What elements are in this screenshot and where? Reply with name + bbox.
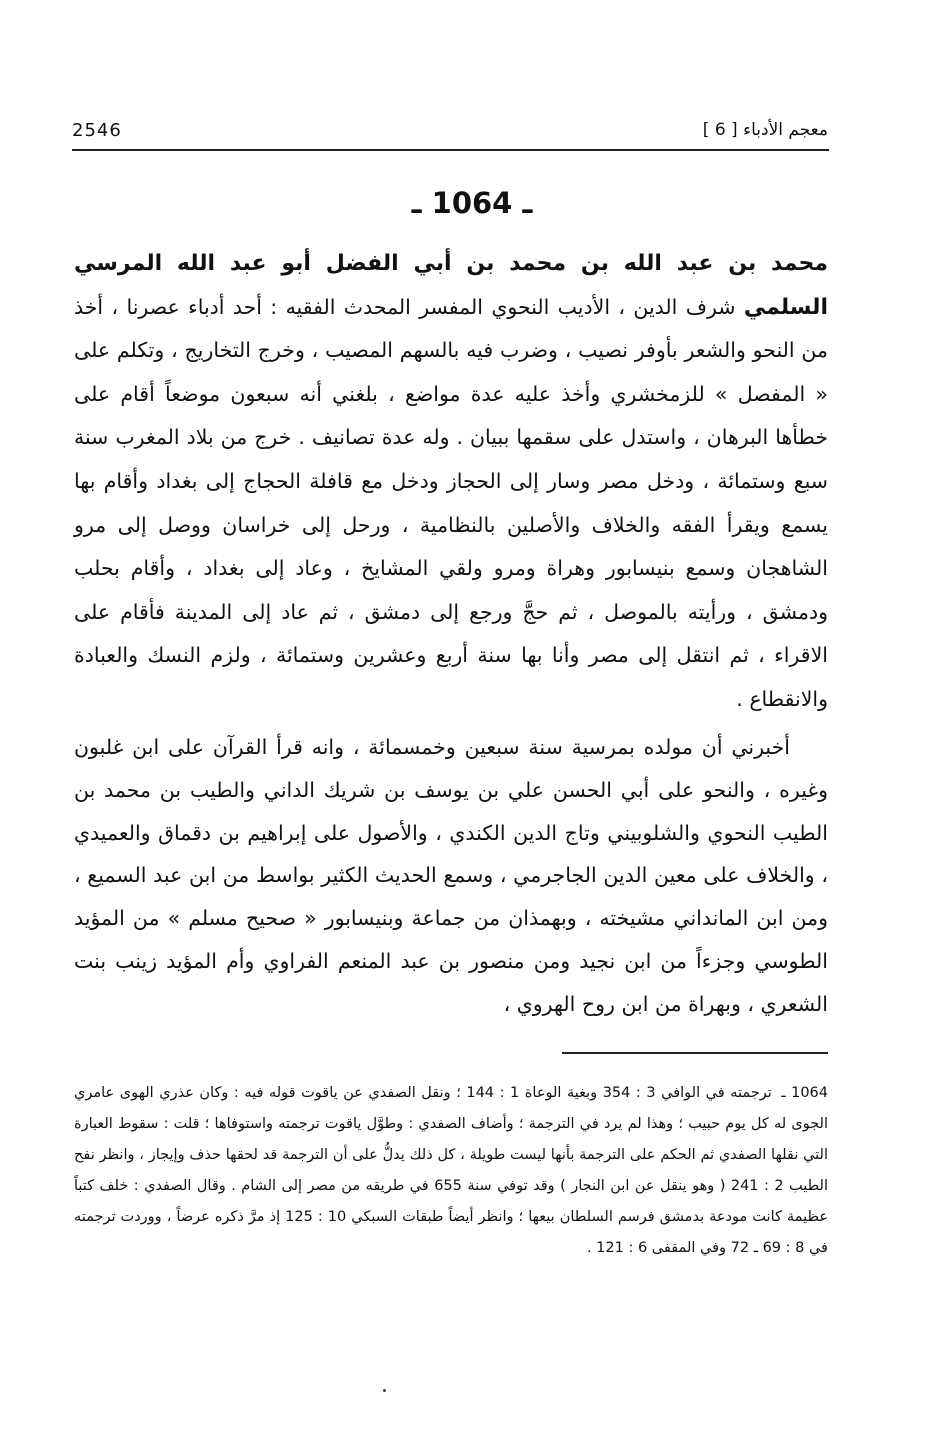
header-rule [72,149,829,151]
footnote [74,1078,828,1264]
footnote-text: ترجمته في الوافي 3 : 354 وبغية الوعاة 1 : 144 ؛ ونقل الصفدي عن ياقوت قوله فيه : وكان عذري الهوى عامري الجوى له كل يوم حبيب ؛ وهذا لم يرد في الترجمة ؛ وأضاف الصفدي : وطوَّل ياقوت ترجمته واستوفاها ؛ قلت : سقوط العبارة التي نقلها الصفدي ثم الحكم على الترجمة بأنها ليست طويلة ، كل ذلك يدلُّ على أن الترجمة قد لحقها حذف وإيجاز ، وانظر نفح الطيب 2 : 241 ( وهو ينقل عن ابن النجار ) وقد توفي سنة 655 في طريقه من مصر إلى الشام . وقال الصفدي : خلف كتباً عظيمة كانت مودعة بدمشق فرسم السلطان بيعها ؛ وانظر أيضاً طبقات السبكي 10 : 125 إذ مرَّ ذكره عرضاً ، ووردت ترجمته في 8 : 69 ـ 72 وفي المقفى 6 : 121 . [74,1085,829,1256]
entry-paragraph-1-text: شرف الدين ، الأديب النحوي المفسر المحدث الفقيه : أحد أدباء عصرنا ، أخذ من النحو والشعر بأوفر نصيب ، وضرب فيه بالسهم المصيب ، وخرج التخاريج ، وتكلم على « المفصل » للزمخشري وأخذ عليه عدة مواضع ، بلغني أنه سبعون موضعاً أقام على خطأها البرهان ، واستدل على سقمها ببيان . وله عدة تصانيف . خرج من بلاد المغرب سنة سبع وستمائة ، ودخل مصر وسار إلى الحجاز ودخل مع قافلة الحجاج إلى بغداد وأقام بها يسمع ويقرأ الفقه والخلاف والأصلين بالنظامية ، ورحل إلى خراسان ووصل إلى مرو الشاهجان وسمع بنيسابور وهراة ومرو ولقي المشايخ ، وعاد إلى بغداد ، وأقام بحلب ودمشق ، ورأيته بالموصل ، ثم حجَّ ورجع إلى دمشق ، ثم عاد إلى المدينة فأقام على الاقراء ، ثم انتقل إلى مصر وأنا بها سنة أربع وعشرين وستمائة ، ولزم النسك والعبادة والانقطاع . [74,294,828,711]
book-title: معجم الأدباء [ 6 ] [702,120,828,140]
footnote-ref: 1064 ـ [781,1085,829,1101]
entry-paragraph-2: أخبرني أن مولده بمرسية سنة سبعين وخمسمائة ، وانه قرأ القرآن على ابن غلبون وغيره ، والنحو على أبي الحسن علي بن يوسف بن شريك الداني والطيب بن محمد بن الطيب النحوي والشلوبيني وتاج الدين الكندي ، والأصول على إبراهيم بن دقماق والعميدي ، والخلاف على معين الدين الجاجرمي ، وسمع الحديث الكثير بواسط من ابن عبد السميع ، ومن ابن المانداني مشيخته ، وبهمذان من جماعة وبنيسابور « صحيح مسلم » من المؤيد الطوسي وجزءاً من ابن نجيد ومن منصور بن عبد المنعم الفراوي وأم المؤيد زينب بنت الشعري ، وبهراة من ابن روح الهروي ، [74,735,828,1016]
entry-paragraph-1 [74,242,828,722]
entry-name: محمد بن عبد الله بن محمد بن أبي الفضل أبو عبد الله المرسي السلمي [74,251,828,320]
page-number: 2546 [72,120,122,141]
page-mark-dot [383,1389,386,1392]
entry-number: ـ 1064 ـ [411,186,533,220]
running-header [72,118,828,148]
footnote-rule [562,1052,828,1054]
